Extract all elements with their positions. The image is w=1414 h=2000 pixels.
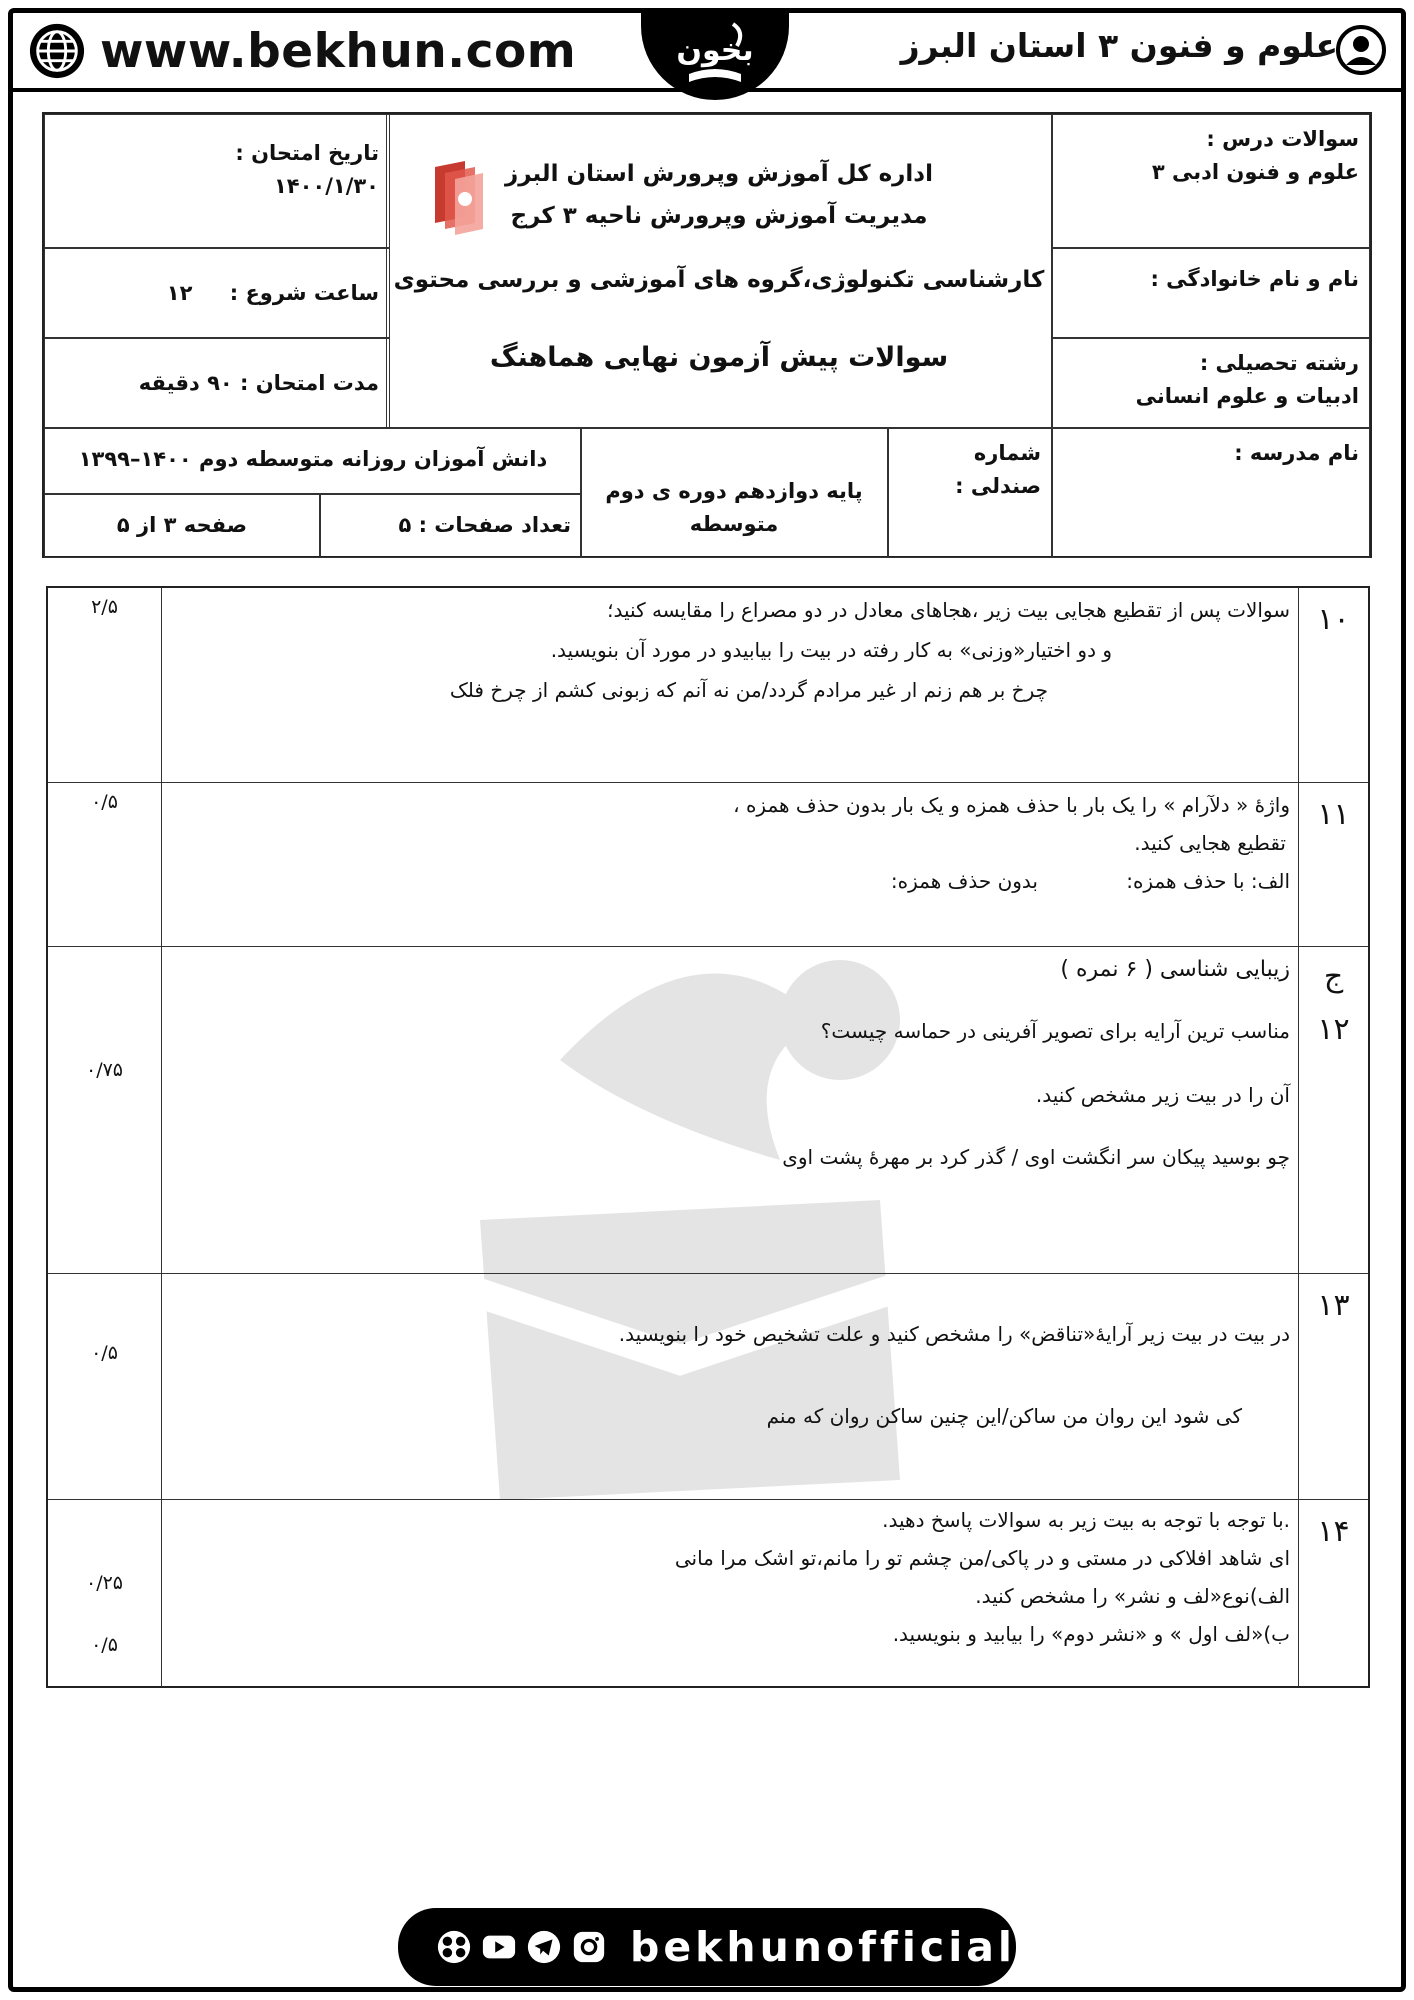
school-label: نام مدرسه : [1234, 441, 1359, 465]
brand-glyph: بخون [676, 33, 754, 68]
field-cell [1052, 338, 1370, 428]
youtube-icon[interactable] [481, 1928, 517, 1966]
score-cell [48, 1274, 162, 1499]
score-cell [48, 1500, 162, 1686]
question-body [162, 1274, 1298, 1499]
date-value: ۱۴۰۰/۱/۳۰ [273, 173, 379, 198]
globe-icon [28, 22, 86, 80]
exam-header-table [42, 112, 1372, 558]
duration-value: مدت امتحان : ۹۰ دقیقه [138, 371, 379, 395]
question-line: در بیت در بیت زیر آرایۀ«تناقض» را مشخص کنید و علت تشخیص خود را بنویسید. [618, 1322, 1290, 1346]
question-number: ۱۲ [1317, 1012, 1350, 1047]
org-line-3: کارشناسی تکنولوژی،گروه های آموزشی و بررسی محتوی [393, 267, 1045, 293]
pages-cell [320, 494, 582, 558]
question-body [162, 588, 1298, 782]
page-of-cell [44, 494, 320, 558]
score-value: ۰/۷۵ [85, 1059, 124, 1081]
site-link[interactable] [28, 22, 576, 80]
social-handle[interactable]: bekhunofficial [630, 1923, 1016, 1971]
start-label: ساعت شروع : [229, 281, 379, 305]
students-cell [44, 428, 582, 494]
seat-cell [888, 428, 1052, 558]
banner-title: علوم و فنون ۳ استان البرز [900, 26, 1338, 65]
brand-logo-icon [667, 14, 763, 94]
question-line: مناسب ترین آرایه برای تصویر آفرینی در حماسه چیست؟ [820, 1019, 1290, 1043]
score-value: ۰/۵ [91, 1342, 118, 1364]
question-line: ای شاهد افلاکی در مستی و در پاکی/من چشم تو را مانم،تو اشک مرا مانی [674, 1546, 1290, 1570]
question-body [162, 1500, 1298, 1686]
question-line: الف)نوع«لف و نشر» را مشخص کنید. [975, 1584, 1290, 1608]
question-row [48, 1500, 1368, 1686]
question-number: ۱۳ [1298, 1274, 1368, 1499]
date-label: تاریخ امتحان : [235, 141, 379, 165]
question-row [48, 1274, 1368, 1500]
org-line-1: اداره کل آموزش وپرورش استان البرز [505, 161, 933, 187]
question-number: ۱۰ [1298, 588, 1368, 782]
question-line: ب)«لف اول » و «نشر دوم» را بیابید و بنویسید. [892, 1622, 1290, 1646]
question-line: واژۀ « دلآرام » را یک بار با حذف همزه و یک بار بدون حذف همزه ، [733, 793, 1290, 817]
question-row [48, 783, 1368, 947]
org-cell [386, 114, 1052, 428]
question-number-cell [1298, 947, 1368, 1273]
grade-cell [580, 428, 888, 558]
question-row [48, 588, 1368, 783]
user-icon [1336, 25, 1386, 75]
name-label: نام و نام خانوادگی : [1150, 267, 1359, 291]
page-of: صفحه ۳ از ۵ [116, 513, 248, 537]
question-line: .با توجه با توجه به بیت زیر به سوالات پاسخ دهید. [882, 1508, 1290, 1532]
answer-label-a: الف: با حذف همزه: [1126, 869, 1290, 893]
course-value: علوم و فنون ادبی ۳ [1151, 159, 1359, 184]
question-body [162, 783, 1298, 946]
seat-label: شماره صندلی : [955, 441, 1041, 498]
score-value: ۰/۵ [91, 1634, 118, 1656]
duration-cell [44, 338, 390, 428]
score-cell [48, 588, 162, 782]
question-line: آن را در بیت زیر مشخص کنید. [1035, 1083, 1290, 1107]
org-line-2: مدیریت آموزش وپرورش ناحیه ۳ کرج [510, 203, 928, 229]
section-letter: ج [1323, 959, 1344, 994]
pages-count: تعداد صفحات : ۵ [398, 513, 571, 537]
start-value: ۱۲ [166, 281, 193, 305]
question-line: چو بوسید پیکان سر انگشت اوی / گذر کرد بر مهرۀ پشت اوی [782, 1145, 1290, 1169]
score-value: ۰/۵ [91, 791, 118, 813]
telegram-icon[interactable] [526, 1928, 562, 1966]
question-line: کی شود این روان من ساکن/این چنین ساکن روان که منم [766, 1404, 1242, 1428]
question-line: تقطیع هجایی کنید. [1134, 831, 1286, 855]
education-logo-icon [425, 159, 489, 235]
exam-title: سوالات پیش آزمون نهایی هماهنگ [489, 342, 949, 373]
aparat-icon[interactable] [436, 1928, 472, 1966]
questions-table [46, 586, 1370, 1688]
score-value: ۲/۵ [91, 596, 118, 618]
brand-logo [641, 8, 789, 100]
course-label: سوالات درس : [1206, 127, 1359, 151]
site-url: www.bekhun.com [100, 23, 577, 79]
question-number: ۱۱ [1298, 783, 1368, 946]
question-line: سوالات پس از تقطیع هجایی بیت زیر ،هجاهای معادل در دو مصراع را مقایسه کنید؛ [607, 598, 1290, 622]
question-line: و دو اختیار«وزنی» به کار رفته در بیت را بیابیدو در مورد آن بنویسید. [550, 638, 1112, 662]
top-banner [8, 8, 1406, 92]
question-number: ۱۴ [1298, 1500, 1368, 1686]
field-value: ادبیات و علوم انسانی [1135, 383, 1359, 408]
social-footer [398, 1908, 1016, 1986]
question-row [48, 947, 1368, 1274]
question-line: چرخ بر هم زنم ار غیر مرادم گردد/من نه آنم که زبونی کشم از چرخ فلک [449, 678, 1048, 702]
students-value: دانش آموزان روزانه متوسطه دوم ۱۴۰۰–۱۳۹۹ [78, 447, 548, 471]
section-title: زیبایی شناسی ( ۶ نمره ) [1060, 957, 1290, 982]
field-label: رشته تحصیلی : [1199, 351, 1359, 375]
answer-label-b: بدون حذف همزه: [890, 869, 1038, 893]
school-cell [1052, 428, 1370, 558]
course-cell [1052, 114, 1370, 248]
score-cell [48, 783, 162, 946]
name-cell [1052, 248, 1370, 338]
instagram-icon[interactable] [571, 1928, 607, 1966]
date-cell [44, 114, 390, 248]
grade-value: پایه دوازدهم دوره ی دوم متوسطه [605, 479, 863, 536]
score-cell [48, 947, 162, 1273]
start-cell [44, 248, 390, 338]
question-body [162, 947, 1298, 1273]
score-value: ۰/۲۵ [85, 1572, 124, 1594]
